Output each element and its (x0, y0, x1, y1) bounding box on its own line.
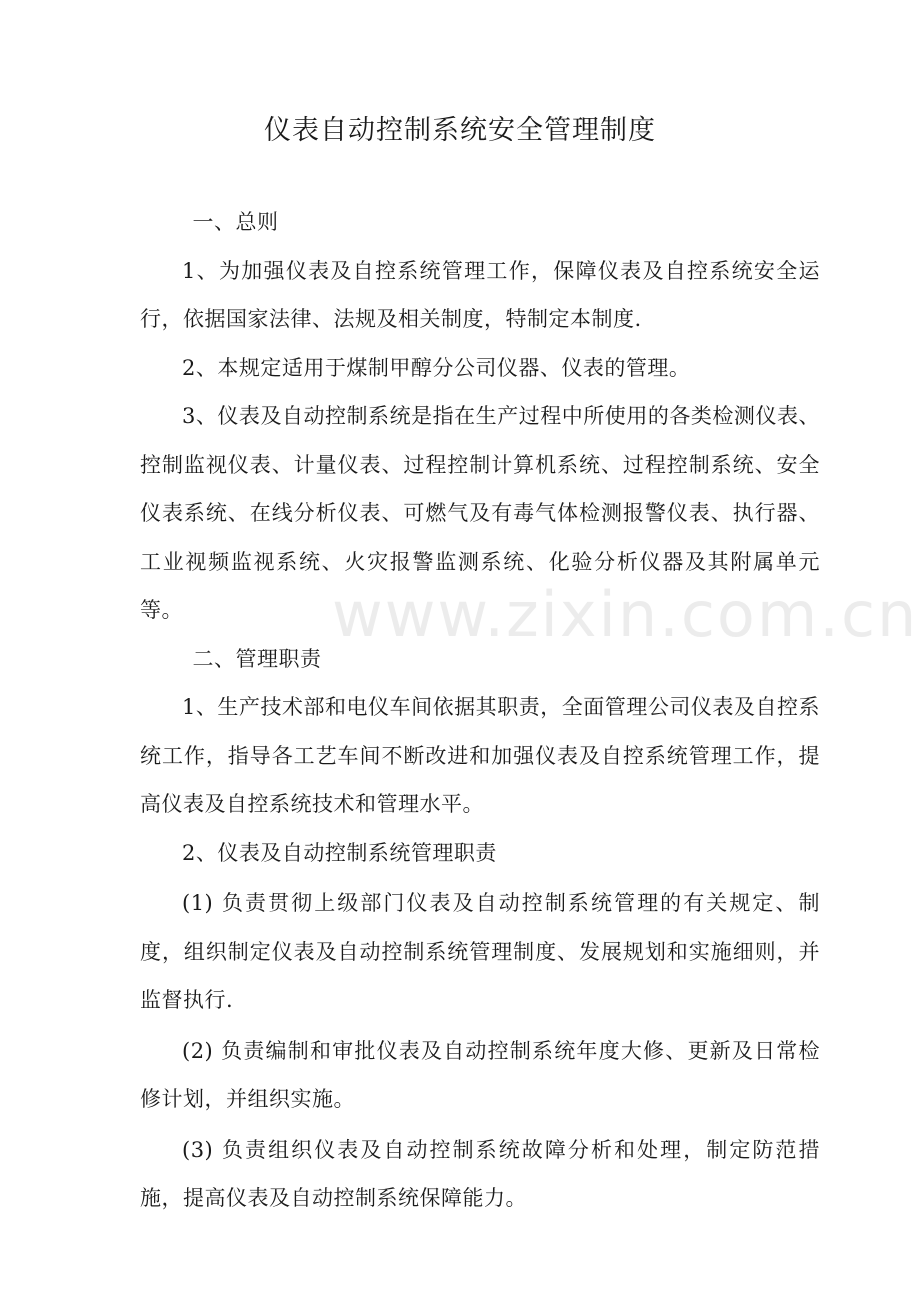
paragraph: 3、仪表及自动控制系统是指在生产过程中所使用的各类检测仪表、控制监视仪表、计量仪表、过程控制计算机系统、过程控制系统、安全仪表系统、在线分析仪表、可燃气及有毒气体检测报警仪表、执行器、工业视频监视系统、火灾报警监测系统、化验分析仪器及其附属单元等。 (140, 404, 820, 622)
watermark: www.zixin.com.cn (332, 578, 919, 651)
paragraph: 2、仪表及自动控制系统管理职责 (182, 840, 497, 865)
document-title: 仪表自动控制系统安全管理制度 (264, 115, 656, 146)
paragraph: (3) 负责组织仪表及自动控制系统故障分析和处理，制定防范措施，提高仪表及自动控制系统保障能力。 (140, 1137, 820, 1210)
paragraph: 2、本规定适用于煤制甲醇分公司仪器、仪表的管理。 (182, 355, 691, 380)
document-body (140, 198, 820, 1223)
paragraph: 1、生产技术部和电仪车间依据其职责，全面管理公司仪表及自控系统工作，指导各工艺车间不断改进和加强仪表及自控系统管理工作，提高仪表及自控系统技术和管理水平。 (140, 695, 820, 816)
paragraph: 1、为加强仪表及自控系统管理工作，保障仪表及自控系统安全运行，依据国家法律、法规及相关制度，特制定本制度. (140, 258, 820, 331)
paragraph: (2) 负责编制和审批仪表及自动控制系统年度大修、更新及日常检修计划，并组织实施。 (140, 1038, 820, 1111)
section-heading-general: 一、总则 (192, 210, 279, 234)
section-heading-responsibilities: 二、管理职责 (192, 646, 322, 671)
paragraph: (1) 负责贯彻上级部门仪表及自动控制系统管理的有关规定、制度，组织制定仪表及自动控制系统管理制度、发展规划和实施细则，并监督执行. (140, 891, 820, 1012)
